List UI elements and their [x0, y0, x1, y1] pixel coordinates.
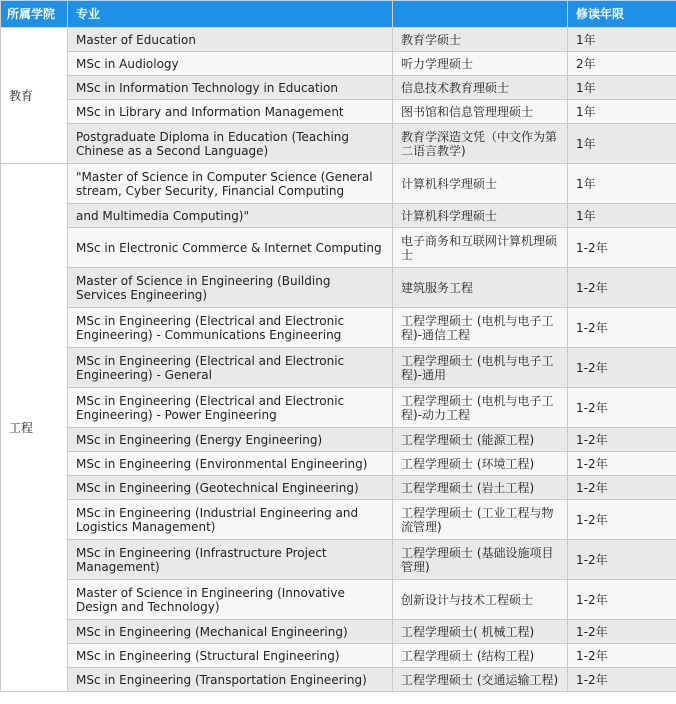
- program-english-cell: "Master of Science in Computer Science (General stream, Cyber Security, Financial Computing: [68, 164, 393, 204]
- program-chinese-cell: 工程学理硕士 (电机与电子工程)-通信工程: [393, 308, 568, 348]
- duration-cell: 1-2年: [568, 668, 676, 692]
- duration-cell: 1年: [568, 124, 676, 164]
- program-chinese-cell: 教育学硕士: [393, 28, 568, 52]
- program-english-cell: MSc in Engineering (Geotechnical Engineering): [68, 476, 393, 500]
- program-english-cell: Master of Science in Engineering (Building Services Engineering): [68, 268, 393, 308]
- table-row: [1, 620, 676, 644]
- header-school: 所属学院: [1, 1, 68, 28]
- duration-cell: 1-2年: [568, 228, 676, 268]
- program-english-cell: MSc in Engineering (Structural Engineering): [68, 644, 393, 668]
- table-row: [1, 228, 676, 268]
- program-english-cell: Master of Science in Engineering (Innovative Design and Technology): [68, 580, 393, 620]
- header-row: [1, 1, 676, 28]
- duration-cell: 1年: [568, 28, 676, 52]
- duration-cell: 1-2年: [568, 500, 676, 540]
- table-row: [1, 76, 676, 100]
- program-chinese-cell: 电子商务和互联网计算机理硕士: [393, 228, 568, 268]
- duration-cell: 1年: [568, 100, 676, 124]
- program-chinese-cell: 工程学理硕士 (交通运输工程): [393, 668, 568, 692]
- table-row: [1, 540, 676, 580]
- table-row: [1, 644, 676, 668]
- program-english-cell: Postgraduate Diploma in Education (Teaching Chinese as a Second Language): [68, 124, 393, 164]
- program-english-cell: MSc in Engineering (Electrical and Electronic Engineering) - General: [68, 348, 393, 388]
- program-chinese-cell: 工程学理硕士 (岩土工程): [393, 476, 568, 500]
- duration-cell: 1-2年: [568, 452, 676, 476]
- program-chinese-cell: 建筑服务工程: [393, 268, 568, 308]
- table-row: [1, 388, 676, 428]
- duration-cell: 1-2年: [568, 476, 676, 500]
- duration-cell: 1-2年: [568, 348, 676, 388]
- table-row: [1, 452, 676, 476]
- header-major: 专业: [68, 1, 393, 28]
- table-row: [1, 268, 676, 308]
- duration-cell: 1-2年: [568, 268, 676, 308]
- program-english-cell: MSc in Engineering (Infrastructure Project Management): [68, 540, 393, 580]
- duration-cell: 1-2年: [568, 428, 676, 452]
- duration-cell: 1-2年: [568, 308, 676, 348]
- program-chinese-cell: 计算机科学理硕士: [393, 164, 568, 204]
- header-duration: 修读年限: [568, 1, 676, 28]
- table-row: [1, 100, 676, 124]
- program-chinese-cell: 工程学理硕士( 机械工程): [393, 620, 568, 644]
- table-row: [1, 28, 676, 52]
- program-chinese-cell: 教育学深造文凭（中文作为第二语言教学): [393, 124, 568, 164]
- program-english-cell: MSc in Audiology: [68, 52, 393, 76]
- program-english-cell: MSc in Engineering (Mechanical Engineering): [68, 620, 393, 644]
- table-row: [1, 164, 676, 204]
- duration-cell: 1-2年: [568, 388, 676, 428]
- program-chinese-cell: 信息技术教育理硕士: [393, 76, 568, 100]
- program-chinese-cell: 计算机科学理硕士: [393, 204, 568, 228]
- table-row: [1, 580, 676, 620]
- duration-cell: 1-2年: [568, 644, 676, 668]
- duration-cell: 2年: [568, 52, 676, 76]
- program-english-cell: MSc in Engineering (Energy Engineering): [68, 428, 393, 452]
- table-row: [1, 52, 676, 76]
- program-english-cell: MSc in Library and Information Management: [68, 100, 393, 124]
- program-chinese-cell: 工程学理硕士 (电机与电子工程)-动力工程: [393, 388, 568, 428]
- program-english-cell: MSc in Engineering (Electrical and Electronic Engineering) - Power Engineering: [68, 388, 393, 428]
- program-english-cell: MSc in Engineering (Electrical and Electronic Engineering) - Communications Engineering: [68, 308, 393, 348]
- program-chinese-cell: 工程学理硕士 (结构工程): [393, 644, 568, 668]
- program-english-cell: MSc in Engineering (Industrial Engineering and Logistics Management): [68, 500, 393, 540]
- duration-cell: 1-2年: [568, 540, 676, 580]
- table-row: [1, 476, 676, 500]
- table-row: [1, 348, 676, 388]
- duration-cell: 1年: [568, 164, 676, 204]
- program-english-cell: MSc in Information Technology in Education: [68, 76, 393, 100]
- duration-cell: 1年: [568, 204, 676, 228]
- program-english-cell: MSc in Engineering (Environmental Engineering): [68, 452, 393, 476]
- duration-cell: 1年: [568, 76, 676, 100]
- table-row: [1, 668, 676, 692]
- table-body: [1, 28, 676, 692]
- program-chinese-cell: 图书馆和信息管理理硕士: [393, 100, 568, 124]
- program-chinese-cell: 工程学理硕士 (能源工程): [393, 428, 568, 452]
- program-chinese-cell: 工程学理硕士 (环境工程): [393, 452, 568, 476]
- duration-cell: 1-2年: [568, 620, 676, 644]
- program-english-cell: Master of Education: [68, 28, 393, 52]
- program-chinese-cell: 听力学理硕士: [393, 52, 568, 76]
- table-row: [1, 124, 676, 164]
- table-row: [1, 308, 676, 348]
- program-chinese-cell: 工程学理硕士 (电机与电子工程)-通用: [393, 348, 568, 388]
- program-chinese-cell: 工程学理硕士 (基础设施项目管理): [393, 540, 568, 580]
- program-chinese-cell: 创新设计与技术工程硕士: [393, 580, 568, 620]
- table-row: [1, 204, 676, 228]
- header-chinese-name: [393, 1, 568, 28]
- program-chinese-cell: 工程学理硕士 (工业工程与物流管理): [393, 500, 568, 540]
- program-english-cell: MSc in Electronic Commerce & Internet Computing: [68, 228, 393, 268]
- program-english-cell: and Multimedia Computing)": [68, 204, 393, 228]
- table-row: [1, 500, 676, 540]
- program-english-cell: MSc in Engineering (Transportation Engineering): [68, 668, 393, 692]
- school-cell: 工程: [1, 164, 68, 692]
- duration-cell: 1-2年: [568, 580, 676, 620]
- school-cell: 教育: [1, 28, 68, 164]
- table-row: [1, 428, 676, 452]
